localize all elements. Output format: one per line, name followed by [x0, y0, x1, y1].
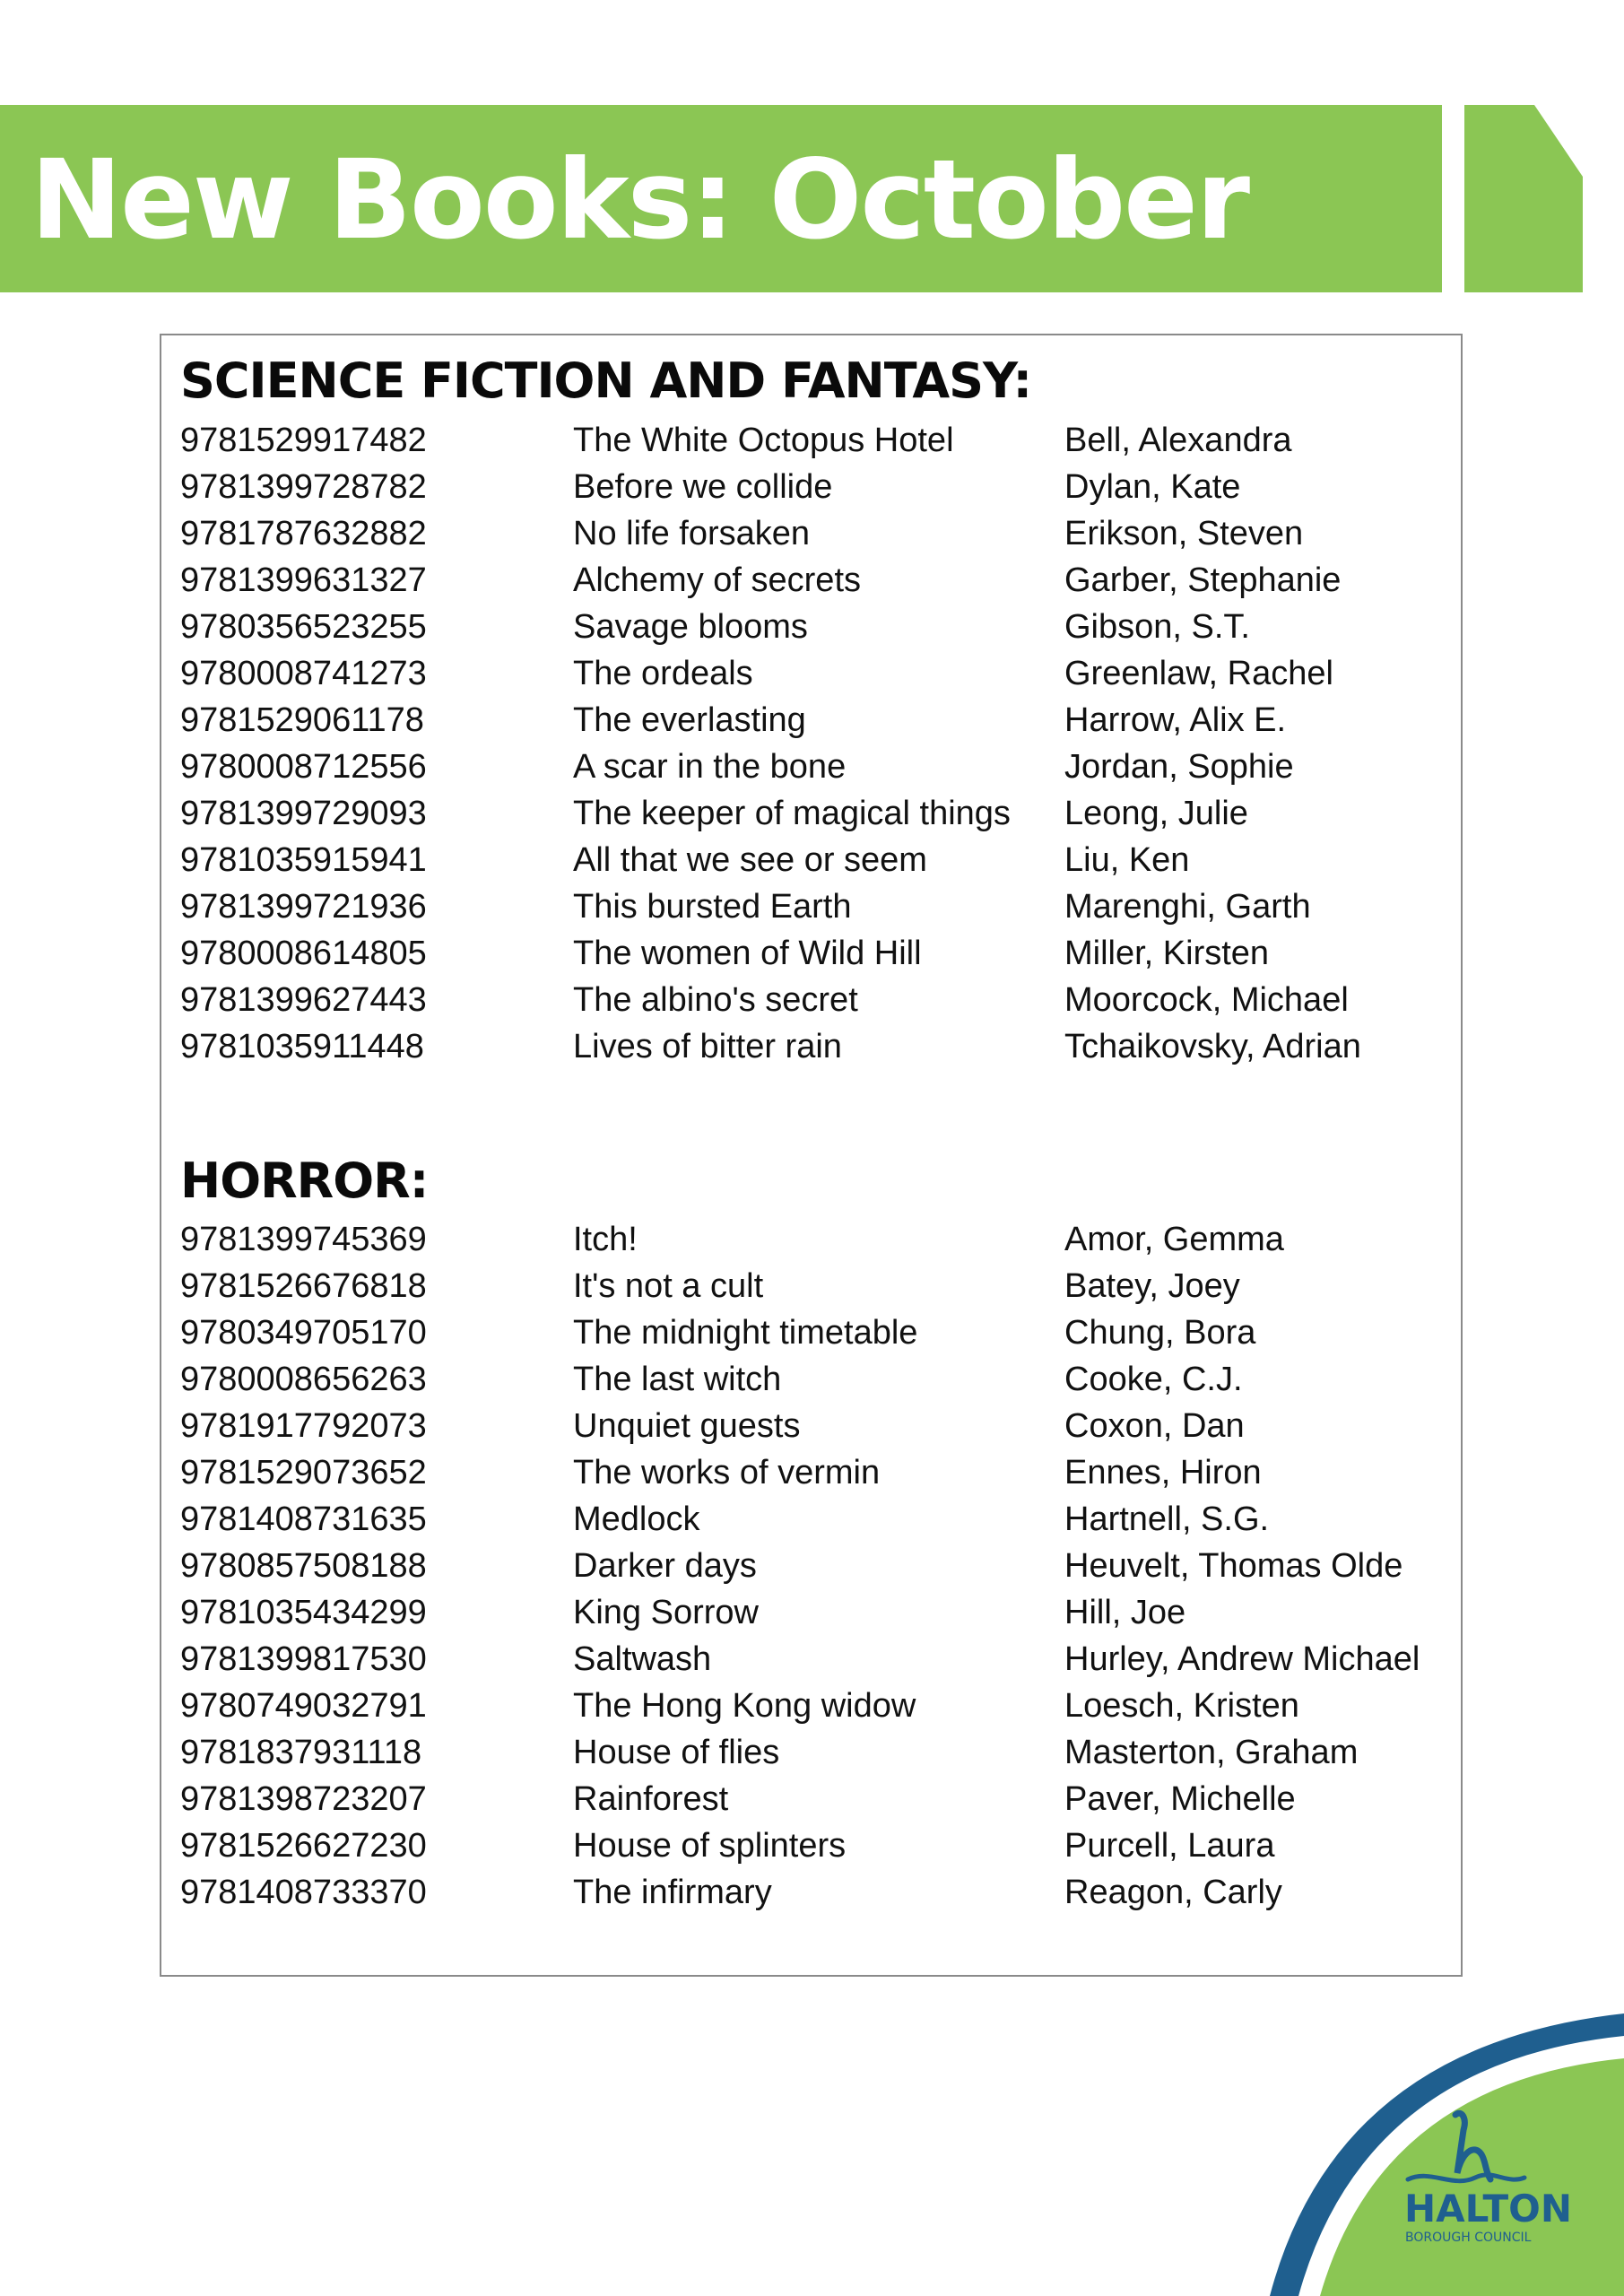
table-row [180, 417, 1454, 464]
section-heading-scifi: SCIENCE FICTION AND FANTASY: [180, 352, 1032, 409]
author-cell: Purcell, Laura [1064, 1827, 1275, 1865]
title-cell: Saltwash [573, 1640, 712, 1678]
isbn-cell: 9780356523255 [180, 608, 427, 646]
author-cell: Greenlaw, Rachel [1064, 655, 1333, 692]
isbn-cell: 9781529917482 [180, 422, 427, 459]
table-row [180, 837, 1454, 883]
table-row [180, 697, 1454, 744]
table-row [180, 650, 1454, 697]
author-cell: Gibson, S.T. [1064, 608, 1250, 646]
title-cell: Before we collide [573, 468, 833, 506]
author-cell: Heuvelt, Thomas Olde [1064, 1547, 1403, 1585]
isbn-cell: 9781408731635 [180, 1500, 427, 1538]
title-cell: The Hong Kong widow [573, 1687, 916, 1725]
isbn-cell: 9781529061178 [180, 701, 424, 739]
author-cell: Coxon, Dan [1064, 1407, 1245, 1445]
author-cell: Chung, Bora [1064, 1314, 1256, 1352]
table-row [180, 977, 1454, 1023]
author-cell: Bell, Alexandra [1064, 422, 1292, 459]
title-cell: The albino's secret [573, 981, 858, 1019]
isbn-cell: 9780857508188 [180, 1547, 427, 1585]
isbn-cell: 9781526676818 [180, 1267, 427, 1305]
isbn-cell: 9780349705170 [180, 1314, 427, 1352]
title-cell: Lives of bitter rain [573, 1028, 842, 1065]
author-cell: Tchaikovsky, Adrian [1064, 1028, 1361, 1065]
isbn-cell: 9781399627443 [180, 981, 427, 1019]
isbn-cell: 9781035915941 [180, 841, 427, 879]
title-cell: House of splinters [573, 1827, 847, 1865]
author-cell: Hill, Joe [1064, 1594, 1186, 1631]
table-row [180, 1636, 1454, 1683]
table-row [180, 1216, 1454, 1263]
title-cell: This bursted Earth [573, 888, 852, 926]
page-title: New Books: October [30, 136, 1249, 264]
scifi-book-list [180, 417, 1454, 1070]
author-cell: Cooke, C.J. [1064, 1361, 1243, 1398]
corner-tab-graphic [1464, 105, 1583, 292]
title-cell: Alchemy of secrets [573, 561, 861, 599]
author-cell: Dylan, Kate [1064, 468, 1241, 506]
isbn-cell: 9780008712556 [180, 748, 427, 786]
isbn-cell: 9781529073652 [180, 1454, 427, 1492]
logo-subtitle: BOROUGH COUNCIL [1405, 2231, 1532, 2245]
title-cell: The White Octopus Hotel [573, 422, 954, 459]
author-cell: Masterton, Graham [1064, 1734, 1359, 1771]
isbn-cell: 9781399817530 [180, 1640, 427, 1678]
author-cell: Reagon, Carly [1064, 1874, 1282, 1911]
table-row [180, 464, 1454, 510]
table-row [180, 790, 1454, 837]
title-cell: King Sorrow [573, 1594, 759, 1631]
table-row [180, 1589, 1454, 1636]
table-row [180, 1023, 1454, 1070]
table-row [180, 744, 1454, 790]
title-cell: No life forsaken [573, 515, 811, 552]
table-row [180, 1683, 1454, 1729]
title-cell: Unquiet guests [573, 1407, 801, 1445]
table-row [180, 1449, 1454, 1496]
author-cell: Amor, Gemma [1064, 1221, 1284, 1258]
title-cell: Rainforest [573, 1780, 729, 1818]
table-row [180, 1543, 1454, 1589]
table-row [180, 1776, 1454, 1822]
author-cell: Miller, Kirsten [1064, 935, 1270, 972]
title-cell: House of flies [573, 1734, 780, 1771]
author-cell: Marenghi, Garth [1064, 888, 1311, 926]
table-row [180, 1309, 1454, 1356]
author-cell: Batey, Joey [1064, 1267, 1240, 1305]
title-cell: The last witch [573, 1361, 782, 1398]
title-cell: It's not a cult [573, 1267, 764, 1305]
isbn-cell: 9781035434299 [180, 1594, 427, 1631]
title-cell: The keeper of magical things [573, 795, 1011, 832]
table-row [180, 1729, 1454, 1776]
author-cell: Paver, Michelle [1064, 1780, 1296, 1818]
isbn-cell: 9781399729093 [180, 795, 427, 832]
title-cell: All that we see or seem [573, 841, 927, 879]
isbn-cell: 9781399631327 [180, 561, 427, 599]
title-cell: Medlock [573, 1500, 700, 1538]
author-cell: Ennes, Hiron [1064, 1454, 1262, 1492]
isbn-cell: 9780749032791 [180, 1687, 427, 1725]
isbn-cell: 9781035911448 [180, 1028, 424, 1065]
title-cell: The ordeals [573, 655, 753, 692]
isbn-cell: 9781399745369 [180, 1221, 427, 1258]
author-cell: Liu, Ken [1064, 841, 1190, 879]
table-row [180, 1496, 1454, 1543]
table-row [180, 1263, 1454, 1309]
title-cell: The infirmary [573, 1874, 772, 1911]
table-row [180, 557, 1454, 604]
author-cell: Garber, Stephanie [1064, 561, 1342, 599]
isbn-cell: 9781917792073 [180, 1407, 427, 1445]
table-row [180, 604, 1454, 650]
isbn-cell: 9781398723207 [180, 1780, 427, 1818]
section-heading-horror: HORROR: [180, 1152, 429, 1209]
author-cell: Harrow, Alix E. [1064, 701, 1287, 739]
horror-book-list [180, 1216, 1454, 1916]
title-cell: The works of vermin [573, 1454, 881, 1492]
isbn-cell: 9781526627230 [180, 1827, 427, 1865]
author-cell: Leong, Julie [1064, 795, 1248, 832]
title-cell: Savage blooms [573, 608, 808, 646]
isbn-cell: 9780008614805 [180, 935, 427, 972]
title-cell: The women of Wild Hill [573, 935, 922, 972]
author-cell: Hurley, Andrew Michael [1064, 1640, 1420, 1678]
isbn-cell: 9781408733370 [180, 1874, 427, 1911]
isbn-cell: 9781399728782 [180, 468, 427, 506]
table-row [180, 930, 1454, 977]
table-row [180, 1356, 1454, 1403]
table-row [180, 510, 1454, 557]
table-row [180, 883, 1454, 930]
isbn-cell: 9780008656263 [180, 1361, 427, 1398]
table-row [180, 1403, 1454, 1449]
logo-name: HALTON [1404, 2187, 1572, 2231]
isbn-cell: 9781787632882 [180, 515, 427, 552]
author-cell: Hartnell, S.G. [1064, 1500, 1270, 1538]
title-cell: Itch! [573, 1221, 638, 1258]
author-cell: Jordan, Sophie [1064, 748, 1294, 786]
author-cell: Erikson, Steven [1064, 515, 1304, 552]
title-cell: Darker days [573, 1547, 757, 1585]
isbn-cell: 9781837931118 [180, 1734, 422, 1771]
table-row [180, 1869, 1454, 1916]
title-cell: A scar in the bone [573, 748, 847, 786]
isbn-cell: 9781399721936 [180, 888, 427, 926]
title-cell: The midnight timetable [573, 1314, 918, 1352]
table-row [180, 1822, 1454, 1869]
title-cell: The everlasting [573, 701, 806, 739]
author-cell: Loesch, Kristen [1064, 1687, 1299, 1725]
author-cell: Moorcock, Michael [1064, 981, 1349, 1019]
isbn-cell: 9780008741273 [180, 655, 427, 692]
halton-logo-icon [1238, 2009, 1624, 2296]
